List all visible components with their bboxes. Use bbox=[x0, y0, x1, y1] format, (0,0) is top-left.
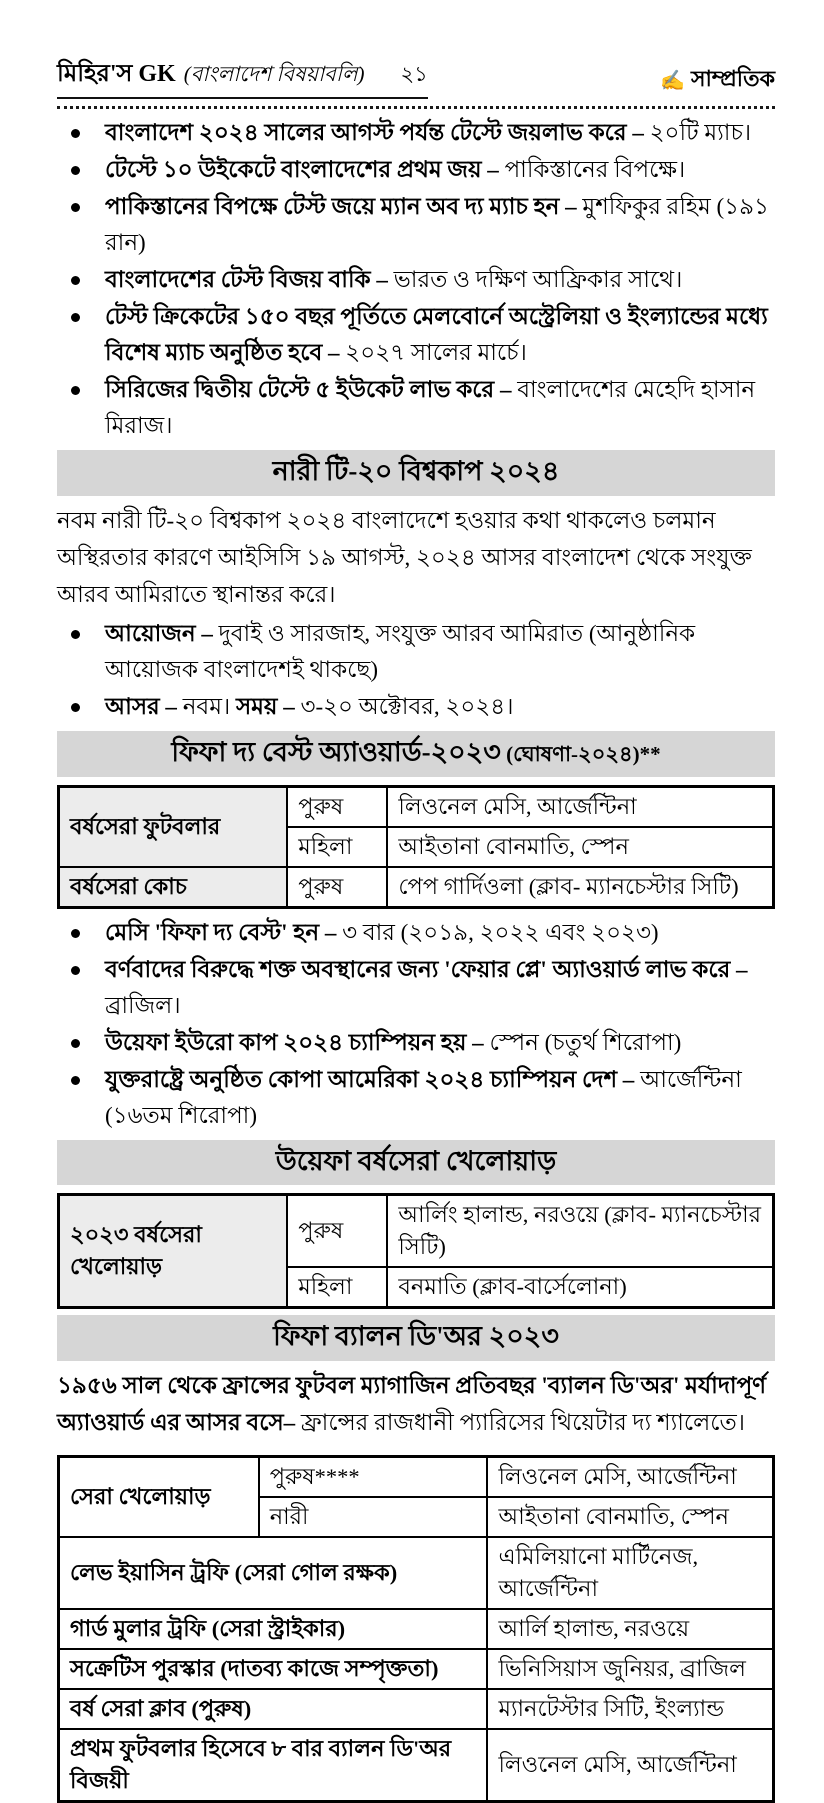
table-row bbox=[59, 867, 774, 908]
section-title-uefa bbox=[57, 1140, 775, 1186]
uefa-player-table bbox=[57, 1193, 775, 1309]
paragraph-text: নবম নারী টি-২০ বিশ্বকাপ ২০২৪ বাংলাদেশে হওয়ার কথা থাকলেও চলমান অস্থিরতার কারণে আইসিসি ১৯ আগস্ট, ২০২৪ আসর বাংলাদেশ থেকে সংযুক্ত আরব আমিরাতে স্থানান্তর করে। bbox=[57, 507, 752, 607]
fact-answer: দুবাই ও সারজাহ, সংযুক্ত আরব আমিরাত (আনুষ্ঠানিক আয়োজক বাংলাদেশই থাকছে) bbox=[105, 620, 696, 682]
page-header bbox=[57, 55, 775, 109]
winner-cell: আর্লি হালান্ড, নরওয়ে bbox=[487, 1609, 773, 1649]
fact-question: বাংলাদেশ ২০২৪ সালের আগস্ট পর্যন্ত টেস্টে জয়লাভ করে – bbox=[105, 120, 644, 145]
table-row bbox=[59, 1689, 774, 1729]
section-topic-label: সাম্প্রতিক bbox=[690, 66, 775, 91]
bullet-icon bbox=[71, 1076, 80, 1085]
award-category-cell: প্রথম ফুটবলার হিসেবে ৮ বার ব্যালন ডি'অর বিজয়ী bbox=[59, 1729, 488, 1802]
fact-answer: ২০টি ম্যাচ। bbox=[643, 120, 752, 145]
winner-cell: আইতানা বোনমাতি, স্পেন bbox=[387, 827, 773, 867]
fact-question: উয়েফা ইউরো কাপ ২০২৪ চ্যাম্পিয়ন হয় – bbox=[105, 1029, 484, 1055]
list-item bbox=[57, 689, 775, 725]
fact-answer: ৩-২০ অক্টোবর, ২০২৪। bbox=[294, 693, 514, 719]
table-row bbox=[59, 1609, 774, 1649]
bullet-icon bbox=[71, 129, 80, 138]
gender-cell: পুরুষ bbox=[287, 1195, 387, 1268]
gender-cell: মহিলা bbox=[287, 1267, 387, 1308]
section-title-text: ফিফা দ্য বেস্ট অ্যাওয়ার্ড-২০২৩ bbox=[171, 736, 501, 767]
winner-cell: আর্লিং হালান্ড, নরওয়ে (ক্লাব- ম্যানচেস্টার সিটি) bbox=[387, 1195, 773, 1268]
bullet-icon bbox=[71, 929, 80, 938]
fact-answer: স্পেন (চতুর্থ শিরোপা) bbox=[483, 1029, 682, 1055]
fact-question: আয়োজন – bbox=[105, 620, 213, 646]
book-subtitle: (বাংলাদেশ বিষয়াবলি) bbox=[183, 62, 365, 86]
winner-cell: ভিনিসিয়াস জুনিয়র, ব্রাজিল bbox=[487, 1649, 773, 1689]
fact-question: টেস্ট ক্রিকেটের ১৫০ বছর পূর্তিতে মেলবোর্নে অস্ট্রেলিয়া ও ইংল্যান্ডের মধ্যে বিশেষ ম্যাচ অনুষ্ঠিত হবে – bbox=[105, 304, 768, 365]
bullet-icon bbox=[71, 630, 80, 639]
bullet-icon bbox=[71, 313, 80, 322]
fact-answer: ব্রাজিল। bbox=[105, 992, 181, 1018]
winner-cell: এমিলিয়ানো মার্টিনেজ, আর্জেন্টিনা bbox=[487, 1537, 773, 1609]
award-category-cell: বর্ষসেরা কোচ bbox=[59, 867, 288, 908]
list-item bbox=[57, 189, 775, 261]
pen-icon: ✍ bbox=[660, 69, 685, 92]
table-row bbox=[59, 1537, 774, 1609]
winner-cell: লিওনেল মেসি, আর্জেন্টিনা bbox=[487, 1457, 773, 1498]
winner-cell: আইতানা বোনমাতি, স্পেন bbox=[487, 1497, 773, 1537]
bullet-icon bbox=[71, 276, 80, 285]
fact-question: সিরিজের দ্বিতীয় টেস্টে ৫ ইউকেট লাভ করে – bbox=[105, 377, 512, 402]
list-item bbox=[57, 1025, 775, 1061]
gender-cell: পুরুষ**** bbox=[259, 1457, 488, 1498]
book-title: মিহির'স GK bbox=[57, 61, 176, 87]
fact-answer: বাংলাদেশের মেহেদি হাসান মিরাজ। bbox=[105, 377, 756, 438]
list-item bbox=[57, 262, 775, 298]
fact-question: আসর – bbox=[105, 693, 177, 719]
fact-answer: ৩ বার (২০১৯, ২০২২ এবং ২০২৩) bbox=[336, 919, 659, 945]
award-category-cell: লেভ ইয়াসিন ট্রফি (সেরা গোল রক্ষক) bbox=[59, 1537, 488, 1609]
fact-question: বর্ণবাদের বিরুদ্ধে শক্ত অবস্থানের জন্য 'ফেয়ার প্লে' অ্যাওয়ার্ড লাভ করে – bbox=[105, 956, 748, 982]
bullet-icon bbox=[71, 966, 80, 975]
football-bullet-list bbox=[57, 915, 775, 1134]
bullet-icon bbox=[71, 203, 80, 212]
header-right bbox=[660, 62, 775, 99]
fact-question: বাংলাদেশের টেস্ট বিজয় বাকি – bbox=[105, 267, 388, 292]
bullet-icon bbox=[71, 1039, 80, 1048]
winner-cell: পেপ গার্দিওলা (ক্লাব- ম্যানচেস্টার সিটি) bbox=[387, 867, 773, 908]
ballon-intro-paragraph bbox=[57, 1367, 775, 1441]
section-title-suffix: (ঘোষণা-২০২৪)** bbox=[500, 741, 661, 766]
table-row bbox=[59, 1195, 774, 1268]
paragraph-text: ফ্রান্সের রাজধানী প্যারিসের থিয়েটার দ্য শ্যালেতে। bbox=[295, 1410, 746, 1435]
section-title-womens-t20 bbox=[57, 450, 775, 496]
fact-answer: ভারত ও দক্ষিণ আফ্রিকার সাথে। bbox=[387, 267, 683, 292]
list-item bbox=[57, 152, 775, 188]
table-row bbox=[59, 1649, 774, 1689]
header-left bbox=[57, 55, 428, 99]
paragraph-lead: ১৯৫৬ সাল থেকে ফ্রান্সের ফুটবল ম্যাগাজিন প্রতিবছর 'ব্যালন ডি'অর' মর্যাদাপূর্ণ অ্যাওয়ার্ড এর আসর বসে– bbox=[57, 1373, 767, 1435]
list-item bbox=[57, 952, 775, 1024]
fact-question: সময় – bbox=[235, 693, 295, 719]
ballon-dor-table bbox=[57, 1455, 775, 1803]
t20-bullet-list bbox=[57, 616, 775, 725]
award-category-cell: ২০২৩ বর্ষসেরা খেলোয়াড় bbox=[59, 1195, 288, 1308]
bullet-icon bbox=[71, 386, 80, 395]
list-item bbox=[57, 616, 775, 688]
winner-cell: লিওনেল মেসি, আর্জেন্টিনা bbox=[387, 786, 773, 827]
fact-answer: ২০২৭ সালের মার্চে। bbox=[339, 340, 527, 365]
section-title-fifa-best bbox=[57, 731, 775, 777]
page-number: ২১ bbox=[400, 62, 428, 86]
fact-question: যুক্তরাষ্ট্রে অনুষ্ঠিত কোপা আমেরিকা ২০২৪ চ্যাম্পিয়ন দেশ – bbox=[105, 1066, 635, 1092]
cricket-bullet-list bbox=[57, 115, 775, 444]
fact-answer: নবম। bbox=[176, 693, 236, 719]
fact-question: টেস্টে ১০ উইকেটে বাংলাদেশের প্রথম জয় – bbox=[105, 157, 499, 182]
winner-cell: বনমাতি (ক্লাব-বার্সেলোনা) bbox=[387, 1267, 773, 1308]
section-title-ballon-dor bbox=[57, 1315, 775, 1361]
award-category-cell: বর্ষসেরা ফুটবলার bbox=[59, 786, 288, 867]
award-category-cell: সেরা খেলোয়াড় bbox=[59, 1457, 259, 1538]
fact-answer: আর্জেন্টিনা (১৬তম শিরোপা) bbox=[105, 1066, 742, 1128]
fact-question: মেসি 'ফিফা দ্য বেস্ট' হন – bbox=[105, 919, 337, 945]
winner-cell: ম্যানটেস্টার সিটি, ইংল্যান্ড bbox=[487, 1689, 773, 1729]
gender-cell: পুরুষ bbox=[287, 867, 387, 908]
table-row bbox=[59, 1457, 774, 1498]
list-item bbox=[57, 915, 775, 951]
fact-answer: পাকিস্তানের বিপক্ষে। bbox=[498, 157, 686, 182]
list-item bbox=[57, 1062, 775, 1134]
bullet-icon bbox=[71, 703, 80, 712]
table-row bbox=[59, 786, 774, 827]
award-category-cell: বর্ষ সেরা ক্লাব (পুরুষ) bbox=[59, 1689, 488, 1729]
award-category-cell: সক্রেটিস পুরস্কার (দাতব্য কাজে সম্পৃক্ততা) bbox=[59, 1649, 488, 1689]
section-title-text: নারী টি-২০ বিশ্বকাপ ২০২৪ bbox=[272, 456, 560, 486]
section-title-text: উয়েফা বর্ষসেরা খেলোয়াড় bbox=[275, 1145, 557, 1176]
gender-cell: পুরুষ bbox=[287, 786, 387, 827]
table-row bbox=[59, 1729, 774, 1802]
section-title-text: ফিফা ব্যালন ডি'অর ২০২৩ bbox=[273, 1321, 559, 1352]
fact-question: পাকিস্তানের বিপক্ষে টেস্ট জয়ে ম্যান অব দ্য ম্যাচ হন – bbox=[105, 194, 577, 219]
bullet-icon bbox=[71, 166, 80, 175]
list-item bbox=[57, 372, 775, 444]
gender-cell: নারী bbox=[259, 1497, 488, 1537]
award-category-cell: গার্ড মুলার ট্রফি (সেরা স্ট্রাইকার) bbox=[59, 1609, 488, 1649]
gender-cell: মহিলা bbox=[287, 827, 387, 867]
list-item bbox=[57, 299, 775, 371]
winner-cell: লিওনেল মেসি, আর্জেন্টিনা bbox=[487, 1729, 773, 1802]
list-item bbox=[57, 115, 775, 151]
fifa-best-award-table bbox=[57, 785, 775, 909]
t20-intro-paragraph bbox=[57, 502, 775, 613]
fact-answer: মুশফিকুর রহিম (১৯১ রান) bbox=[105, 194, 769, 255]
